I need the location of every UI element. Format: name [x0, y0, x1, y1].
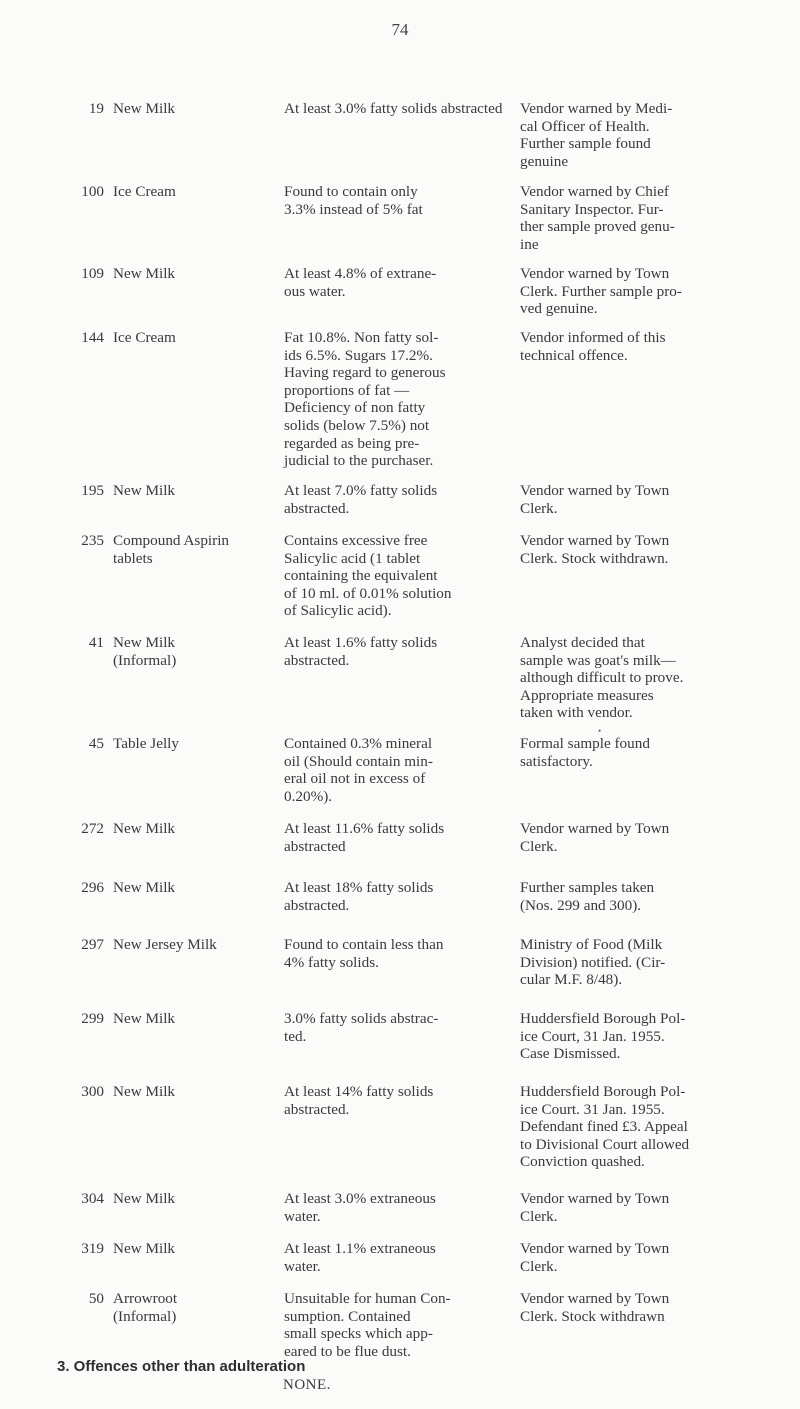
sample-action: Further samples taken (Nos. 299 and 300).: [520, 879, 655, 914]
sample-item: Ice Cream: [113, 183, 176, 200]
sample-detail: At least 3.0% fatty solids abstracted: [284, 100, 503, 117]
sample-detail: At least 7.0% fatty solids abstracted.: [284, 482, 438, 517]
sample-action: Vendor warned by Town Clerk.: [520, 1190, 670, 1225]
sample-action: Vendor warned by Town Clerk.: [520, 482, 670, 517]
sample-number: 297: [81, 936, 104, 953]
sample-item: New Milk: [113, 100, 176, 117]
sample-item: Ice Cream: [113, 329, 176, 346]
sample-detail: Found to contain less than 4% fatty solids.: [284, 936, 444, 971]
sample-detail: Fat 10.8%. Non fatty sol- ids 6.5%. Sugars 17.2%. Having regard to generous proportions of fat — Deficiency of non fatty solids (below 7.5%) not regarded as being pre- judicial to the purchaser.: [284, 329, 446, 470]
sample-number: 300: [81, 1083, 104, 1100]
sample-item: New Milk: [113, 482, 176, 499]
sample-number: 144: [81, 329, 104, 346]
sample-number: 319: [81, 1240, 104, 1257]
sample-item: New Milk: [113, 879, 176, 896]
sample-detail: 3.0% fatty solids abstrac- ted.: [284, 1010, 439, 1045]
sample-action: Ministry of Food (Milk Division) notified. (Cir- cular M.F. 8/48).: [520, 936, 666, 989]
sample-detail: At least 11.6% fatty solids abstracted: [284, 820, 445, 855]
sample-detail: At least 14% fatty solids abstracted.: [284, 1083, 434, 1118]
sample-number: 109: [81, 265, 104, 282]
sample-number: 195: [81, 482, 104, 499]
sample-number: 272: [81, 820, 104, 837]
sample-detail: At least 1.6% fatty solids abstracted.: [284, 634, 438, 669]
sample-action: Vendor warned by Town Clerk. Stock withdrawn.: [520, 532, 670, 567]
sample-detail: Contains excessive free Salicylic acid (1 tablet containing the equivalent of 10 ml. of 0.01% solution of Salicylic acid).: [284, 532, 452, 620]
sample-detail: At least 3.0% extraneous water.: [284, 1190, 436, 1225]
speck-mark: •: [598, 726, 602, 736]
sample-detail: At least 4.8% of extrane- ous water.: [284, 265, 437, 300]
sample-item: New Milk: [113, 1010, 176, 1027]
sample-action: Vendor warned by Medi- cal Officer of Health. Further sample found genuine: [520, 100, 673, 170]
sample-number: 304: [81, 1190, 104, 1207]
sample-number: 299: [81, 1010, 104, 1027]
sample-detail: Unsuitable for human Con- sumption. Contained small specks which app- eared to be flue dust.: [284, 1290, 451, 1360]
sample-item: New Milk (Informal): [113, 634, 177, 669]
sample-action: Vendor warned by Town Clerk. Further sample pro- ved genuine.: [520, 265, 682, 318]
sample-number: 19: [88, 100, 104, 117]
sample-item: New Milk: [113, 1083, 176, 1100]
sample-item: New Milk: [113, 820, 176, 837]
sample-action: Vendor informed of this technical offence.: [520, 329, 666, 364]
sample-action: Vendor warned by Town Clerk. Stock withdrawn: [520, 1290, 670, 1325]
sample-detail: Contained 0.3% mineral oil (Should contain min- eral oil not in excess of 0.20%).: [284, 735, 433, 805]
sample-item: New Milk: [113, 1190, 176, 1207]
page-number: 74: [391, 20, 409, 39]
sample-number: 41: [88, 634, 104, 651]
sample-number: 45: [88, 735, 104, 752]
sample-action: Vendor warned by Town Clerk.: [520, 820, 670, 855]
sample-item: Table Jelly: [113, 735, 179, 752]
section-note: NONE.: [283, 1377, 331, 1393]
sample-number: 100: [81, 183, 104, 200]
sample-action: Vendor warned by Town Clerk.: [520, 1240, 670, 1275]
sample-action: Formal sample found satisfactory.: [520, 735, 650, 770]
sample-detail: Found to contain only 3.3% instead of 5% fat: [284, 183, 423, 218]
sample-number: 50: [88, 1290, 104, 1307]
sample-action: Huddersfield Borough Pol- ice Court, 31 Jan. 1955. Case Dismissed.: [520, 1010, 686, 1063]
sample-item: New Milk: [113, 265, 176, 282]
sample-item: Compound Aspirin tablets: [113, 532, 230, 567]
sample-number: 235: [81, 532, 104, 549]
sample-item: Arrowroot (Informal): [113, 1290, 178, 1325]
sample-action: Vendor warned by Chief Sanitary Inspector. Fur- ther sample proved genu- ine: [520, 183, 675, 253]
sample-action: Huddersfield Borough Pol- ice Court. 31 Jan. 1955. Defendant fined £3. Appeal to Divisional Court allowed Conviction quashed.: [520, 1083, 690, 1171]
sample-detail: At least 1.1% extraneous water.: [284, 1240, 436, 1275]
sample-detail: At least 18% fatty solids abstracted.: [284, 879, 434, 914]
sample-number: 296: [81, 879, 104, 896]
sample-item: New Jersey Milk: [113, 936, 217, 953]
section-heading: 3. Offences other than adulteration: [57, 1358, 306, 1375]
sample-item: New Milk: [113, 1240, 176, 1257]
sample-action: Analyst decided that sample was goat's milk— although difficult to prove. Appropriate measures taken with vendor.: [520, 634, 684, 722]
